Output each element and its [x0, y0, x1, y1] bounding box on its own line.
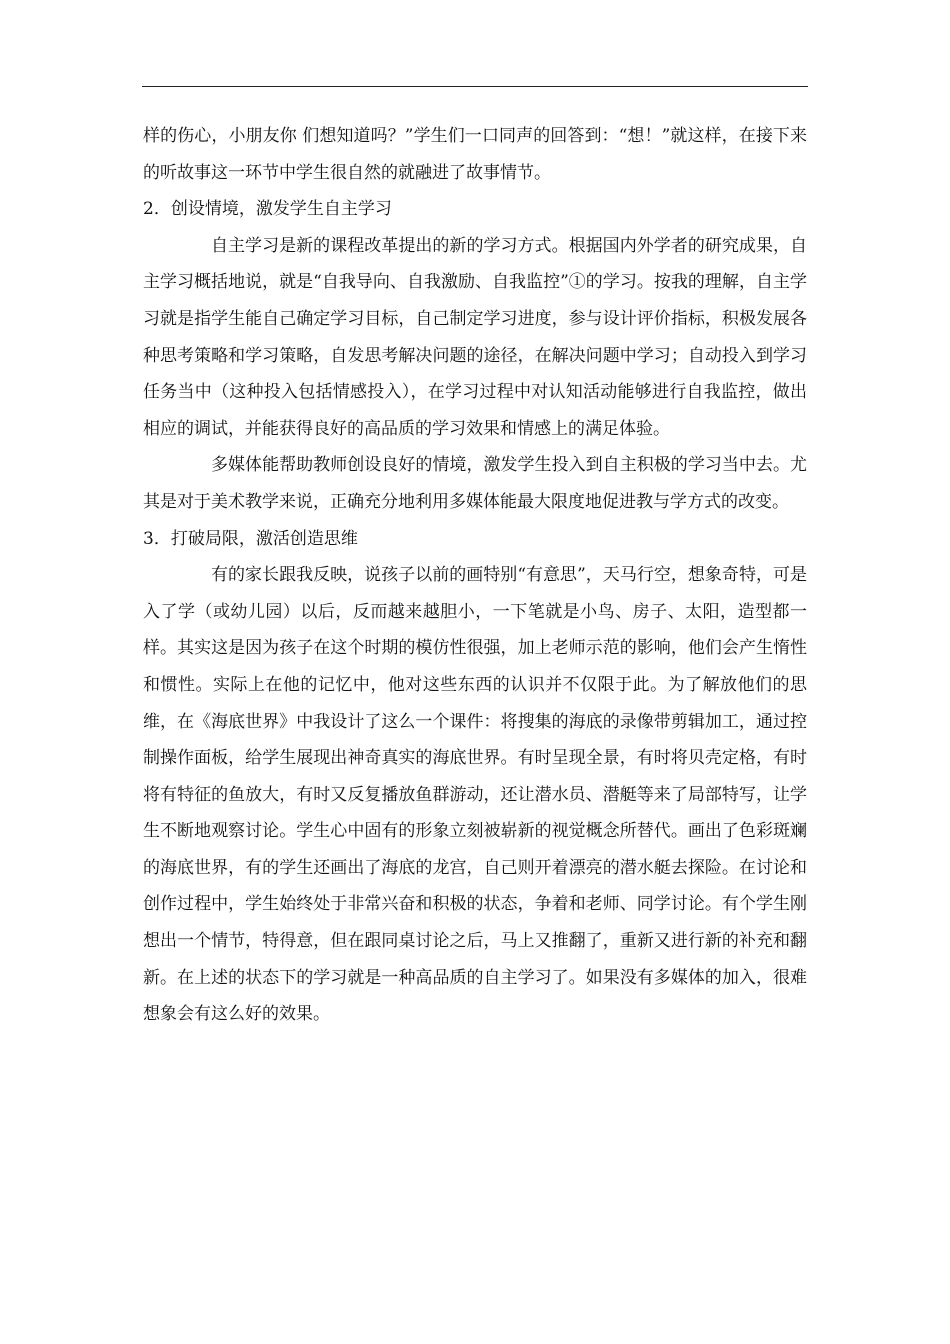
- header-rule: [142, 86, 808, 87]
- section-heading-3: 3．打破局限，激活创造思维: [143, 528, 358, 549]
- paragraph-continuation: 样的伤心，小朋友你 们想知道吗？”学生们一口同声的回答到：“想！”就这样，在接下来的听故事这一环节中学生很自然的就融进了故事情节。: [143, 126, 807, 183]
- paragraph-self-learning: 自主学习是新的课程改革提出的新的学习方式。根据国内外学者的研究成果，自主学习概括地说，就是“自我导向、自我激励、自我监控”①的学习。按我的理解，自主学习就是指学生能自己确定学习目标，自己制定学习进度，参与设计评价指标，积极发展各种思考策略和学习策略，自发思考解决问题的途径，在解决问题中学习；自动投入到学习任务当中（这种投入包括情感投入），在学习过程中对认知活动能够进行自我监控，做出相应的调试，并能获得良好的高品质的学习效果和情感上的满足体验。: [143, 235, 807, 439]
- section-heading-2: 2．创设情境，激发学生自主学习: [143, 199, 392, 220]
- paragraph-multimedia: 多媒体能帮助教师创设良好的情境，激发学生投入到自主积极的学习当中去。尤其是对于美术教学来说，正确充分地利用多媒体能最大限度地促进教与学方式的改变。: [143, 455, 807, 512]
- paragraph-creative-thinking: 有的家长跟我反映，说孩子以前的画特别“有意思”，天马行空，想象奇特，可是入了学（或幼儿园）以后，反而越来越胆小，一下笔就是小鸟、房子、太阳，造型都一样。其实这是因为孩子在这个时期的模仿性很强，加上老师示范的影响，他们会产生惰性和惯性。实际上在他的记忆中，他对这些东西的认识并不仅限于此。为了解放他们的思维，在《海底世界》中我设计了这么一个课件：将搜集的海底的录像带剪辑加工，通过控制操作面板，给学生展现出神奇真实的海底世界。有时呈现全景，有时将贝壳定格，有时将有特征的鱼放大，有时又反复播放鱼群游动，还让潜水员、潜艇等来了局部特写，让学生不断地观察讨论。学生心中固有的形象立刻被崭新的视觉概念所替代。画出了色彩斑斓的海底世界，有的学生还画出了海底的龙宫，自己则开着漂亮的潜水艇去探险。在讨论和创作过程中，学生始终处于非常兴奋和积极的状态，争着和老师、同学讨论。有个学生刚想出一个情节，特得意，但在跟同桌讨论之后，马上又推翻了，重新又进行新的补充和翻新。在上述的状态下的学习就是一种高品质的自主学习了。如果没有多媒体的加入，很难想象会有这么好的效果。: [143, 565, 807, 1025]
- body-text: [143, 118, 807, 1033]
